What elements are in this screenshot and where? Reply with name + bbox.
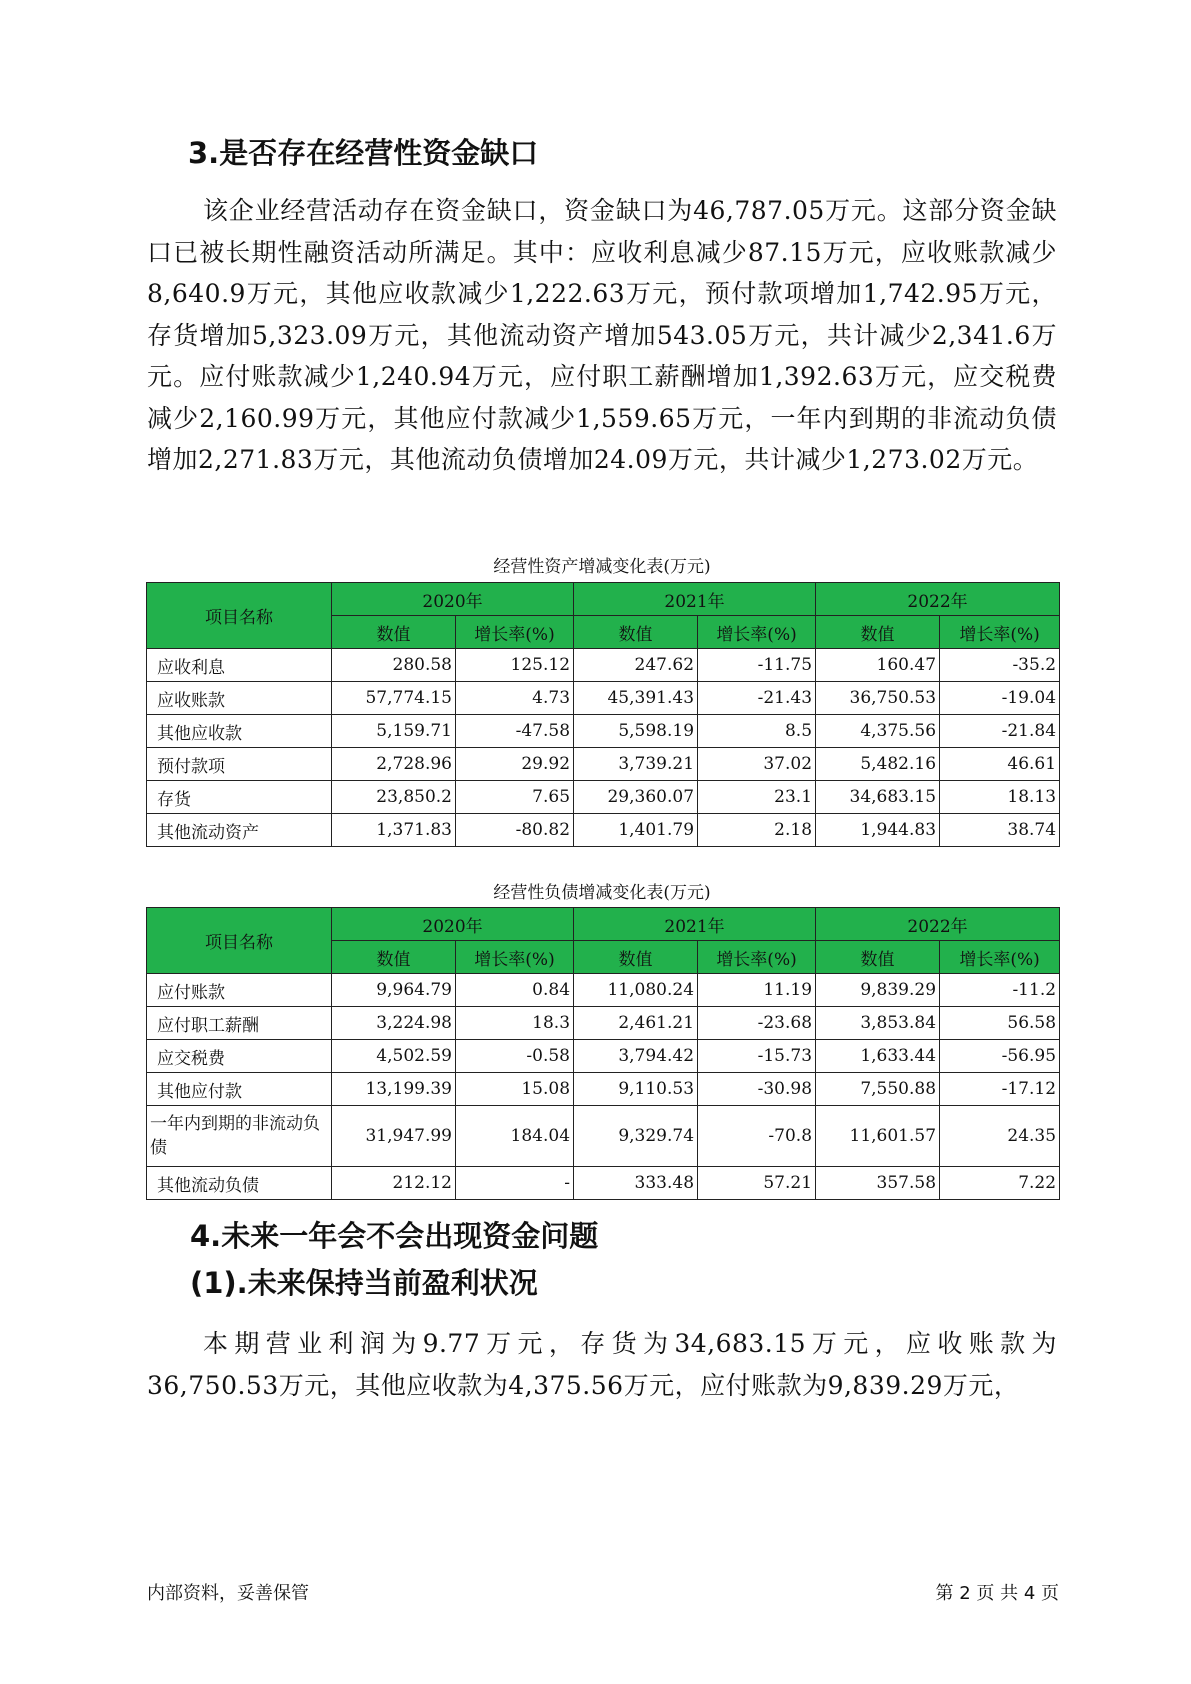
growth-rate-cell: 125.12 <box>456 649 574 682</box>
value-cell: 3,224.98 <box>332 1007 456 1040</box>
row-label: 应付账款 <box>147 974 332 1007</box>
header-value: 数值 <box>332 616 456 649</box>
value-cell: 4,502.59 <box>332 1040 456 1073</box>
table-row <box>147 781 1060 814</box>
section4-heading: 4.未来一年会不会出现资金问题 <box>190 1219 599 1253</box>
section4-subheading: (1).未来保持当前盈利状况 <box>190 1266 538 1300</box>
table-row <box>147 748 1060 781</box>
header-value: 数值 <box>816 616 940 649</box>
growth-rate-cell: 0.84 <box>456 974 574 1007</box>
table-row <box>147 1167 1060 1200</box>
value-cell: 1,401.79 <box>574 814 698 847</box>
value-cell: 212.12 <box>332 1167 456 1200</box>
growth-rate-cell: 15.08 <box>456 1073 574 1106</box>
growth-rate-cell: 2.18 <box>698 814 816 847</box>
table-row <box>147 814 1060 847</box>
growth-rate-cell: 57.21 <box>698 1167 816 1200</box>
value-cell: 7,550.88 <box>816 1073 940 1106</box>
header-growth-rate: 增长率(%) <box>456 941 574 974</box>
value-cell: 1,371.83 <box>332 814 456 847</box>
table-row <box>147 1007 1060 1040</box>
row-label: 预付款项 <box>147 748 332 781</box>
footer-confidential-note: 内部资料，妥善保管 <box>147 1583 309 1604</box>
growth-rate-cell: -17.12 <box>940 1073 1060 1106</box>
liability-table-body <box>147 974 1060 1200</box>
value-cell: 5,598.19 <box>574 715 698 748</box>
growth-rate-cell: -11.75 <box>698 649 816 682</box>
row-label: 存货 <box>147 781 332 814</box>
value-cell: 4,375.56 <box>816 715 940 748</box>
growth-rate-cell: 18.3 <box>456 1007 574 1040</box>
growth-rate-cell: 38.74 <box>940 814 1060 847</box>
growth-rate-cell: -56.95 <box>940 1040 1060 1073</box>
growth-rate-cell: 184.04 <box>456 1106 574 1167</box>
growth-rate-cell: 18.13 <box>940 781 1060 814</box>
header-growth-rate: 增长率(%) <box>698 941 816 974</box>
row-label: 应交税费 <box>147 1040 332 1073</box>
growth-rate-cell: 8.5 <box>698 715 816 748</box>
header-year-2020: 2020年 <box>332 583 574 616</box>
value-cell: 9,329.74 <box>574 1106 698 1167</box>
growth-rate-cell: -80.82 <box>456 814 574 847</box>
growth-rate-cell: 37.02 <box>698 748 816 781</box>
row-label: 一年内到期的非流动负债 <box>147 1106 332 1167</box>
growth-rate-cell: -30.98 <box>698 1073 816 1106</box>
header-value: 数值 <box>332 941 456 974</box>
section3-heading: 3.是否存在经营性资金缺口 <box>188 136 539 170</box>
value-cell: 11,080.24 <box>574 974 698 1007</box>
growth-rate-cell: - <box>456 1167 574 1200</box>
value-cell: 57,774.15 <box>332 682 456 715</box>
asset-change-table <box>146 582 1060 847</box>
growth-rate-cell: 24.35 <box>940 1106 1060 1167</box>
value-cell: 29,360.07 <box>574 781 698 814</box>
value-cell: 11,601.57 <box>816 1106 940 1167</box>
value-cell: 2,461.21 <box>574 1007 698 1040</box>
row-label: 应付职工薪酬 <box>147 1007 332 1040</box>
growth-rate-cell: 46.61 <box>940 748 1060 781</box>
header-year-2021: 2021年 <box>574 583 816 616</box>
growth-rate-cell: 11.19 <box>698 974 816 1007</box>
asset-table-caption: 经营性资产增减变化表(万元) <box>493 557 711 577</box>
value-cell: 357.58 <box>816 1167 940 1200</box>
header-year-2022: 2022年 <box>816 908 1060 941</box>
header-growth-rate: 增长率(%) <box>940 616 1060 649</box>
growth-rate-cell: -21.43 <box>698 682 816 715</box>
growth-rate-cell: -19.04 <box>940 682 1060 715</box>
value-cell: 3,739.21 <box>574 748 698 781</box>
value-cell: 280.58 <box>332 649 456 682</box>
value-cell: 36,750.53 <box>816 682 940 715</box>
header-value: 数值 <box>574 941 698 974</box>
header-year-2020: 2020年 <box>332 908 574 941</box>
value-cell: 333.48 <box>574 1167 698 1200</box>
value-cell: 31,947.99 <box>332 1106 456 1167</box>
header-growth-rate: 增长率(%) <box>940 941 1060 974</box>
asset-table-body <box>147 649 1060 847</box>
growth-rate-cell: -11.2 <box>940 974 1060 1007</box>
value-cell: 9,110.53 <box>574 1073 698 1106</box>
footer-page-number: 第 2 页 共 4 页 <box>935 1583 1059 1604</box>
table-row <box>147 715 1060 748</box>
section3-paragraph: 该企业经营活动存在资金缺口，资金缺口为46,787.05万元。这部分资金缺口已被长期性融资活动所满足。其中：应收利息减少87.15万元，应收账款减少8,640.9万元，其他应收款减少1,222.63万元，预付款项增加1,742.95万元，存货增加5,323.09万元，其他流动资产增加543.05万元，共计减少2,341.6万元。应付账款减少1,240.94万元，应付职工薪酬增加1,392.63万元，应交税费减少2,160.99万元，其他应付款减少1,559.65万元，一年内到期的非流动负债增加2,271.83万元，其他流动负债增加24.09万元，共计减少1,273.02万元。 <box>147 196 1057 474</box>
value-cell: 2,728.96 <box>332 748 456 781</box>
growth-rate-cell: -15.73 <box>698 1040 816 1073</box>
growth-rate-cell: -70.8 <box>698 1106 816 1167</box>
value-cell: 9,839.29 <box>816 974 940 1007</box>
row-label: 其他流动资产 <box>147 814 332 847</box>
value-cell: 5,159.71 <box>332 715 456 748</box>
growth-rate-cell: -35.2 <box>940 649 1060 682</box>
row-label: 其他流动负债 <box>147 1167 332 1200</box>
growth-rate-cell: -0.58 <box>456 1040 574 1073</box>
growth-rate-cell: -47.58 <box>456 715 574 748</box>
header-value: 数值 <box>574 616 698 649</box>
growth-rate-cell: 56.58 <box>940 1007 1060 1040</box>
value-cell: 3,794.42 <box>574 1040 698 1073</box>
header-growth-rate: 增长率(%) <box>456 616 574 649</box>
growth-rate-cell: 7.22 <box>940 1167 1060 1200</box>
row-label: 应收利息 <box>147 649 332 682</box>
value-cell: 1,944.83 <box>816 814 940 847</box>
growth-rate-cell: 29.92 <box>456 748 574 781</box>
table-row <box>147 649 1060 682</box>
value-cell: 160.47 <box>816 649 940 682</box>
value-cell: 247.62 <box>574 649 698 682</box>
value-cell: 1,633.44 <box>816 1040 940 1073</box>
value-cell: 3,853.84 <box>816 1007 940 1040</box>
table-row <box>147 1106 1060 1167</box>
row-label: 应收账款 <box>147 682 332 715</box>
table-row <box>147 1040 1060 1073</box>
table-row <box>147 682 1060 715</box>
header-year-2021: 2021年 <box>574 908 816 941</box>
value-cell: 9,964.79 <box>332 974 456 1007</box>
table-row <box>147 1073 1060 1106</box>
section4-paragraph: 本期营业利润为9.77万元，存货为34,683.15万元，应收账款为36,750.53万元，其他应收款为4,375.56万元，应付账款为9,839.29万元， <box>147 1329 1057 1400</box>
header-growth-rate: 增长率(%) <box>698 616 816 649</box>
header-year-2022: 2022年 <box>816 583 1060 616</box>
header-value: 数值 <box>816 941 940 974</box>
row-label: 其他应收款 <box>147 715 332 748</box>
value-cell: 5,482.16 <box>816 748 940 781</box>
growth-rate-cell: 23.1 <box>698 781 816 814</box>
liability-table-caption: 经营性负债增减变化表(万元) <box>493 883 711 903</box>
value-cell: 23,850.2 <box>332 781 456 814</box>
value-cell: 13,199.39 <box>332 1073 456 1106</box>
table-row <box>147 974 1060 1007</box>
growth-rate-cell: -21.84 <box>940 715 1060 748</box>
value-cell: 45,391.43 <box>574 682 698 715</box>
header-item-name: 项目名称 <box>147 583 332 649</box>
liability-change-table <box>146 907 1060 1200</box>
row-label: 其他应付款 <box>147 1073 332 1106</box>
growth-rate-cell: 7.65 <box>456 781 574 814</box>
value-cell: 34,683.15 <box>816 781 940 814</box>
growth-rate-cell: 4.73 <box>456 682 574 715</box>
growth-rate-cell: -23.68 <box>698 1007 816 1040</box>
header-item-name: 项目名称 <box>147 908 332 974</box>
